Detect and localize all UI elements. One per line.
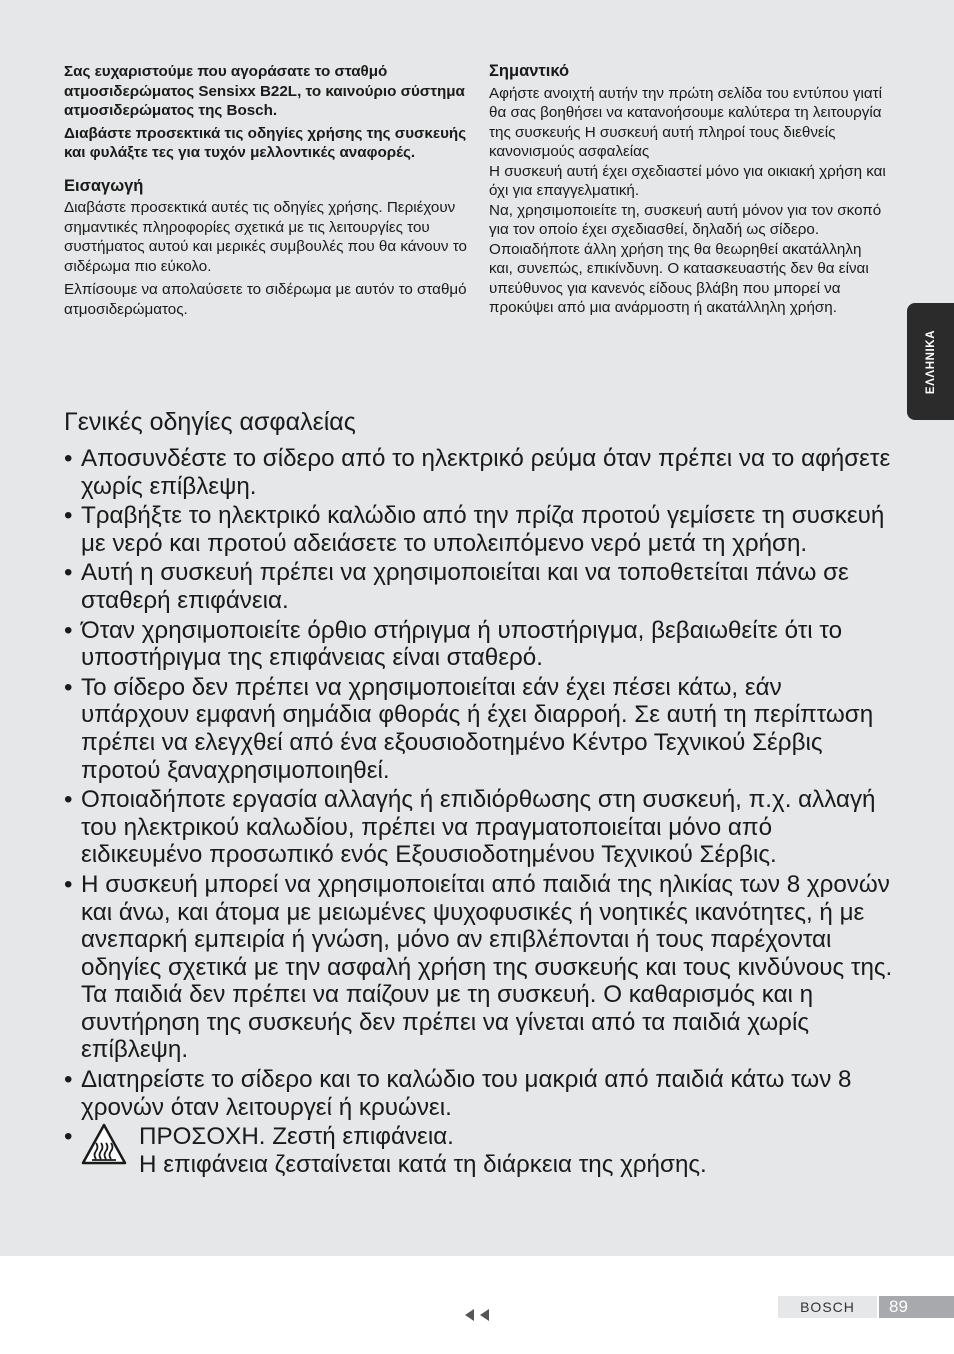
page-number: 89	[879, 1296, 954, 1318]
bullet-marker: •	[64, 559, 73, 587]
important-heading: Σημαντικό	[489, 62, 570, 80]
list-item	[64, 559, 894, 614]
bullet-marker: •	[64, 870, 73, 898]
left-column	[64, 62, 468, 319]
safety-section	[64, 405, 894, 1180]
safety-list	[64, 445, 894, 1178]
list-item-text: Τραβήξτε το ηλεκτρικό καλώδιο από την πρίζα προτού γεμίσετε τη συσκευή με νερό και προτού αδειάσετε το υπολειπόμενο νερό μετά τη χρήση.	[81, 502, 885, 557]
list-item	[64, 674, 894, 784]
list-item-text: Οποιαδήποτε εργασία αλλαγής ή επιδιόρθωσης στη συσκευή, π.χ. αλλαγή του ηλεκτρικού καλωδίου, πρέπει να πραγματοποιείται μόνο από ειδικευμένο προσωπικό ενός Εξουσιοδοτημένου Τεχνικού Σέρβις.	[81, 786, 876, 869]
warning-line-2: Η επιφάνεια ζεσταίνεται κατά τη διάρκεια της χρήσης.	[139, 1150, 707, 1178]
bullet-marker: •	[64, 786, 73, 814]
list-item	[64, 617, 894, 672]
list-item	[64, 502, 894, 557]
list-item	[64, 1066, 894, 1121]
bullet-marker: •	[64, 1066, 73, 1094]
list-item-text: Η συσκευή μπορεί να χρησιμοποιείται από παιδιά της ηλικίας των 8 χρονών και άνω, και άτομα με μειωμένες ψυχοφυσικές ή νοητικές ικανότητες, ή με ανεπαρκή εμπειρία ή γνώση, μόνο αν επιβλέπονται ή τους παρέχονται οδηγίες σχετικά με την ασφαλή χρήση της συσκευής και τους κινδύνους της. Τα παιδιά δεν πρέπει να παίζουν με τη συσκευή. Ο καθαρισμός και η συντήρηση της συσκευής δεν πρέπει να γίνεται από τα παιδιά χωρίς επίβλεψη.	[81, 870, 893, 1064]
brand-label: BOSCH	[778, 1296, 877, 1318]
list-item-text: Όταν χρησιμοποιείτε όρθιο στήριγμα ή υποστήριγμα, βεβαιωθείτε ότι το υποστήριγμα της επιφάνειας είναι σταθερό.	[81, 616, 843, 672]
bullet-marker: •	[64, 445, 73, 472]
bullet-marker: •	[64, 673, 73, 701]
list-item	[64, 445, 894, 500]
list-item	[64, 871, 894, 1064]
list-item-text: Διατηρείστε το σίδερο και το καλώδιο του μακριά από παιδιά κάτω των 8 χρονών όταν λειτουργεί ή κρυώνει.	[81, 1066, 852, 1121]
introduction-paragraph-1: Διαβάστε προσεκτικά αυτές τις οδηγίες χρήσης. Περιέχουν σημαντικές πληροφορίες σχετικά με τις λειτουργίες του συστήματος αυτού και μερικές συμβουλές που θα κάνουν το σιδέρωμα πιο εύκολο.	[64, 199, 467, 275]
important-paragraph-1: Αφήστε ανοιχτή αυτήν την πρώτη σελίδα του εντύπου γιατί θα σας βοηθήσει να κατανοήσουμε καλύτερα τη λειτουργία της συσκευής Η συσκευή αυτή πληροί τους διεθνείς κανονισμούς ασφαλείας	[489, 84, 882, 160]
warning-item	[64, 1123, 894, 1178]
bullet-marker: •	[64, 502, 73, 530]
list-item-text: Αποσυνδέστε το σίδερο από το ηλεκτρικό ρεύμα όταν πρέπει να το αφήσετε χωρίς επίβλεψη.	[81, 445, 891, 500]
introduction-paragraph-2: Ελπίσουμε να απολαύσετε το σιδέρωμα με αυτόν το σταθμό ατμοσιδερώματος.	[64, 281, 467, 318]
warning-text	[139, 1123, 707, 1178]
hot-surface-warning-icon	[81, 1123, 127, 1165]
warning-row	[81, 1123, 894, 1178]
bullet-marker: •	[64, 1123, 73, 1151]
language-tab-label: ΕΛΛΗΝΙΚΑ	[924, 329, 937, 394]
important-paragraph-2: Η συσκευή αυτή έχει σχεδιαστεί μόνο για οικιακή χρήση και όχι για επαγγελματική.	[489, 162, 886, 199]
double-left-arrow-icon[interactable]	[463, 1307, 493, 1323]
read-instructions-text: Διαβάστε προσεκτικά τις οδηγίες χρήσης της συσκευής και φυλάξτε τες για τυχόν μελλοντικές αναφορές.	[64, 124, 467, 161]
list-item	[64, 786, 894, 869]
right-column	[489, 62, 889, 318]
list-item-text: Το σίδερο δεν πρέπει να χρησιμοποιείται εάν έχει πέσει κάτω, εάν υπάρχουν εμφανή σημάδια φθοράς ή έχει διαρροή. Σε αυτή τη περίπτωση πρέπει να ελεγχθεί από ένα εξουσιοδοτημένο Κέντρο Τεχνικού Σέρβις προτού ξαναχρησιμοποιηθεί.	[81, 673, 874, 784]
safety-title: Γενικές οδηγίες ασφαλείας	[64, 408, 356, 436]
thanks-text: Σας ευχαριστούμε που αγοράσατε το σταθμό ατμοσιδερώματος Sensixx B22L, το καινούριο σύστημα ατμοσιδερώματος της Bosch.	[64, 63, 465, 119]
warning-line-1: ΠΡΟΣΟΧΗ. Ζεστή επιφάνεια.	[139, 1123, 454, 1151]
important-paragraph-3: Να, χρησιμοποιείτε τη, συσκευή αυτή μόνον για τον σκοπό για τον οποίο έχει σχεδιασθεί, δηλαδή ως σίδερο. Οποιαδήποτε άλλη χρήση της θα θεωρηθεί ακατάλληλη και, συνεπώς, επικίνδυνη. Ο κατασκευαστής δεν θα είναι υπεύθυνος για κανενός είδους βλάβη που μπορεί να προκύψει από μια ανάρμοστη ή ακατάλληλη χρήση.	[489, 201, 882, 316]
introduction-heading: Εισαγωγή	[64, 176, 144, 195]
bullet-marker: •	[64, 616, 73, 644]
list-item-text: Αυτή η συσκευή πρέπει να χρησιμοποιείται και να τοποθετείται πάνω σε σταθερή επιφάνεια.	[81, 559, 849, 614]
language-tab[interactable]	[907, 303, 954, 420]
